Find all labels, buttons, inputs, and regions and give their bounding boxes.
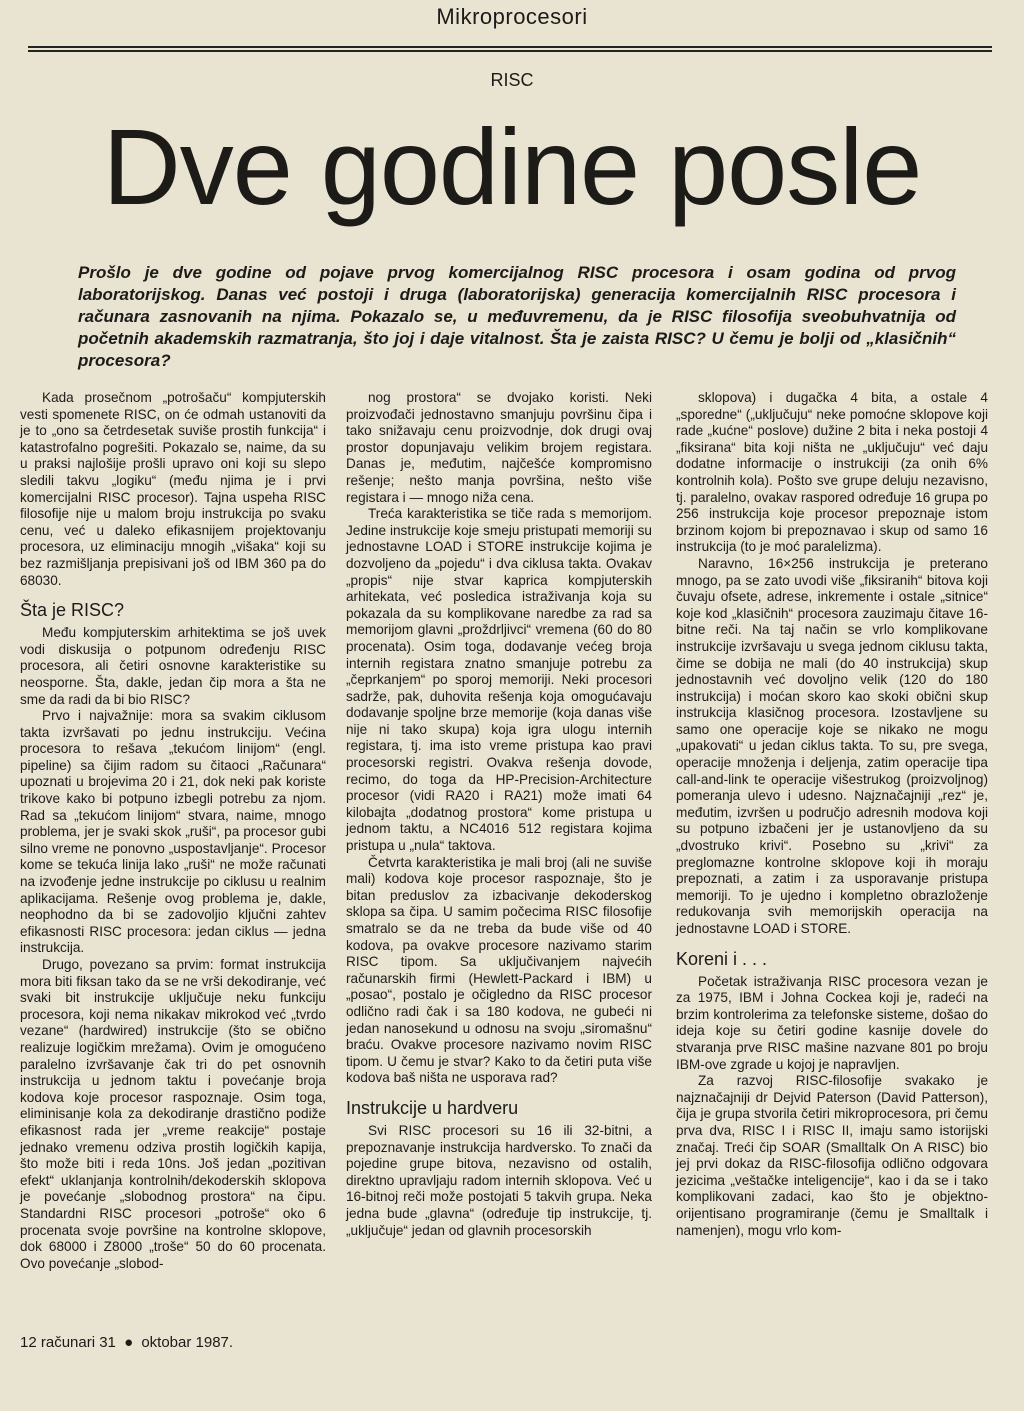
- subheading: Koreni i . . .: [676, 948, 768, 969]
- column-2: [346, 390, 652, 1350]
- section-title: Mikroprocesori: [436, 4, 588, 29]
- paragraph: Među kompjuterskim arhitektima se još uvek vodi diskusija o potpunom određenju RISC procesora, ali četiri osnovne karakteristike su neosporne. Šta, dakle, jedan čip mora a šta ne sme da radi da bi bio RISC?: [20, 625, 326, 707]
- page-number: 12: [20, 1334, 37, 1351]
- subheading: Instrukcije u hardveru: [346, 1097, 519, 1118]
- paragraph: Treća karakteristika se tiče rada s memorijom. Jedine instrukcije koje smeju pristupati memoriji su jednostavne LOAD i STORE instrukcije kojima je dozvoljeno da „pojedu“ i dva ciklusa takta. Ovakav „propis“ nije stvar kaprica kompjuterskih arhitekata, već posledica istraživanja koja su pokazala da su komplikovane naredbe za rad sa memorijom glavni „proždrljivci“ vremena (60 do 80 procenata). Osim toga, dodavanje većeg broja internih registara znatno smanjuje potrebu za „čeprkanjem“ po sporoj memoriji. Neki procesori sadrže, pak, duhovita rešenja koja omogućavaju dodavanje spoljne brze memorije (koja danas više nije ni tako skupa) koja igra ulogu internih registara, tj. ima isto vreme pristupa kao pravi procesorski registri. Ovakva rešenja dovode, recimo, do toga da HP-Precision-Architecture procesor (vidi RA20 i RA21) može imati 64 kilobajta „dodatnog prostora“ kome pristupa u jednom taktu, a NC4016 512 registara kojima pristupa u „nula“ taktova.: [346, 506, 652, 854]
- lead-paragraph: Prošlo je dve godine od pojave prvog komercijalnog RISC procesora i osam godina od prvog laboratorijskog. Danas već postoji i druga (laboratorijska) generacija komercijalnih RISC procesora i računara zasnovanih na njima. Pokazalo se, u međuvremenu, da je RISC filosofija sveobuhvatnija od početnih akademskih razmatranja, što joj i daje vitalnost. Šta je zaista RISC? U čemu je bolji od „klasičnih“ procesora?: [78, 263, 956, 370]
- paragraph: Za razvoj RISC-filosofije svakako je najznačajniji dr Dejvid Paterson (David Patterson), čija je grupa stvorila četiri mikroprocesora, pri čemu prva dva, RISC I i RISC II, imaju samo istorijski značaj. Treći čip SOAR (Smalltalk On A RISC) bio jej prvi dokaz da RISC-filosofija odlično odgovara jezicima „veštačke inteligencije“, kao i da se i tako komplikovani zadaci, kao što je objektno-orijentisano programiranje (čemu je Smalltalk i namenjen), mogu vrlo kom-: [676, 1073, 988, 1238]
- paragraph: Drugo, povezano sa prvim: format instrukcija mora biti fiksan tako da se ne vrši dekodiranje, već svaki bit instrukcije uključuje neku funkciju procesora, koji nema nikakav mikrokod već „tvrdo vezane“ (hardwired) instrukcije (što se obično realizuje logičkim mrežama). Ovim je omogućeno paralelno izvršavanje čak tri do pet osnovnih instrukcija u jednom taktu i povećanje broja kodova koje procesor raspoznaje. Osim toga, eliminisanje kola za dekodiranje drastično podiže efikasnost rada jer „vreme reakcije“ postaje jednako vremenu odziva prostih logičkih kapija, što može biti i reda 10ns. Još jedan „pozitivan efekt“ uklanjanja kontrolnih/dekoderskih sklopova je povećanje „slobodnog prostora“ na čipu. Standardni RISC procesori „potroše“ oko 6 procenata svoje površine na kontrolne sklopove, dok 68000 i Z8000 „troše“ 50 do 60 procenata. Ovo povećanje „slobod-: [20, 957, 326, 1271]
- paragraph: Naravno, 16×256 instrukcija je preterano mnogo, pa se zato uvodi više „fiksiranih“ bitova koji čuvaju ofsete, adrese, inkremente i ostale „sitnice“ koje kod „klasičnih“ procesora zauzimaju čitave 16-bitne reči. Na taj način se vrlo komplikovane instrukcije izvršavaju u svega jednom ciklusu takta, čime se dobija ne mali (do 40 instrukcija) skup jednostavnih već dovoljno velik (120 do 180 instrukcija) i moćan skoro kao skoki obični skup instrukcija klasičnog procesora. Izostavljene su samo one operacije koje se nikako ne mogu „upakovati“ u jedan ciklus takta. To su, pre svega, operacije množenja i deljenja, zatim operacije tipa call-and-link te operacije višestrukog (proizvoljnog) pomeranja ulevo i udesno. Najznačajniji „rez“ je, međutim, izvršen u područjo adresnih modova koji su potpuno izbačeni jer je ustanovljeno da su „dvostruko krivi“. Posebno su „krivi“ za preglomazne kontrolne sklopove koji ih moraju prepoznati, a zatim i za usporavanje pristupa memoriji. To je ujedno i kompletno obrazloženje redukovanja svih memorijskih operacija na jednostavne LOAD i STORE.: [676, 555, 988, 936]
- magazine-issue: računari 31: [40, 1334, 116, 1351]
- header-rule: [28, 46, 992, 54]
- paragraph: Svi RISC procesori su 16 ili 32-bitni, a prepoznavanje instrukcija hardversko. To znači da pojedine grupe bitova, nezavisno od ostalih, direktno upravljaju radom internih sklopova. Već u 16-bitnoj reči može postojati 5 takvih grupa. Neka jedna bude „glavna“ (određuje tip instrukcije, tj. „uključuje“ jedan od glavnih procesorskih: [346, 1122, 652, 1238]
- column-1: [20, 390, 326, 1271]
- kicker: RISC: [490, 70, 534, 90]
- headline: Dve godine posle: [102, 106, 922, 227]
- subheading: Šta je RISC?: [20, 600, 125, 621]
- page-footer: [20, 1334, 233, 1351]
- issue-date: oktobar 1987.: [141, 1334, 234, 1351]
- paragraph: Četvrta karakteristika je mali broj (ali ne suviše mali) kodova koje procesor raspoznaje, što je bitan preduslov za izbacivanje dekoderskog sklopa sa čipa. U samim počecima RISC filosofije smatralo se da ne treba da bude više od 40 kodova, pa ovakve procesore nazivamo starim RISC tipom. Sa uključivanjem najvećih računarskih firmi (Hewlett-Packard i IBM) u „posao“, postalo je očigledno da RISC procesor odlično radi čak i sa 180 kodova, ne gubeći ni jedan nanosekund u odnosu na svoju „siromašnu“ braću. Ovakve procesore nazivamo novim RISC tipom. U čemu je stvar? Kako to da četiri puta više kodova baš ništa ne usporava rad?: [346, 854, 652, 1086]
- bullet-icon: ●: [124, 1334, 134, 1351]
- paragraph: Početak istraživanja RISC procesora vezan je za 1975, IBM i Johna Cockea koji je, radeći na brzim kontrolerima za telefonske sisteme, došao do ideja koje su četiri godine kasnije dovele do stvaranja prve RISC mašine nazvane 801 po broju IBM-ove zgrade u kojoj je napravljen.: [676, 973, 988, 1072]
- paragraph: sklopova) i dugačka 4 bita, a ostale 4 „sporedne“ („uključuju“ neke pomoćne sklopove koji rade „kućne“ poslove) dužine 2 bita i neka postoji 4 „fiksirana“ bita koji ništa ne „uključuju“ već daju dodatne informacije o instrukciji (za onih 6% kontrolnih kola). Pošto sve grupe deluju nezavisno, tj. paralelno, ovakav raspored određuje 16 grupa po 256 instrukcija koje procesor prepoznaje istom brzinom kojom bi prepoznavao i skup od samo 16 instrukcija (to je moć paralelizma).: [676, 390, 988, 555]
- paragraph: Prvo i najvažnije: mora sa svakim ciklusom takta izvršavati po jednu instrukciju. Većina procesora to rešava „tekućom linijom“ (engl. pipeline) sa čijim radom su čitaoci „Računara“ upoznati u brojevima 20 i 21, dok neki pak koriste trikove kako bi potpuno izbegli potrebu za njom. Rad sa „tekućom linijom“ stvara, naime, mnogo problema, jer je svaki skok „ruši“, pa procesor gubi silno vreme ne ponovno „uspostavljanje“. Procesor kome se tekuća linija lako „ruši“ ne može računati na izvođenje jedne instrukcije po ciklusu u realnim aplikacijama. Rešenje ovog problema je, dakle, neophodno da bi se zadovoljio ključni zahtev efikasnosti RISC procesora: jedan ciklus — jedna instrukcija.: [20, 708, 326, 956]
- paragraph: Kada prosečnom „potrošaču“ kompjuterskih vesti spomenete RISC, on će odmah ustanoviti da je to „ono sa četrdesetak suviše prostih funkcija“ i katastrofalno pogrešiti. Pokazalo se, naime, da su u praksi najlošije prošli upravo oni koji su slepo sledili takvu „logiku“ (među njima je i prvi komercijalni RISC procesor). Tajna uspeha RISC filosofije nije u malom broju instrukcija po svaku cenu, već u daleko efikasnijem projektovanju procesora, uz eliminaciju mnogih „višaka“ koji su bez razmišljanja prepisivani još od IBM 360 pa do 68030.: [20, 390, 326, 588]
- paragraph: nog prostora“ se dvojako koristi. Neki proizvođači jednostavno smanjuju površinu čipa i tako snižavaju cenu proizvodnje, dok drugi ovaj prostor dopunjavaju velikim brojem registara. Danas je, međutim, najčešće kompromisno rešenje; nešto manja površina, nešto više registara i — mnogo niža cena.: [346, 390, 652, 505]
- column-3: [676, 390, 988, 1350]
